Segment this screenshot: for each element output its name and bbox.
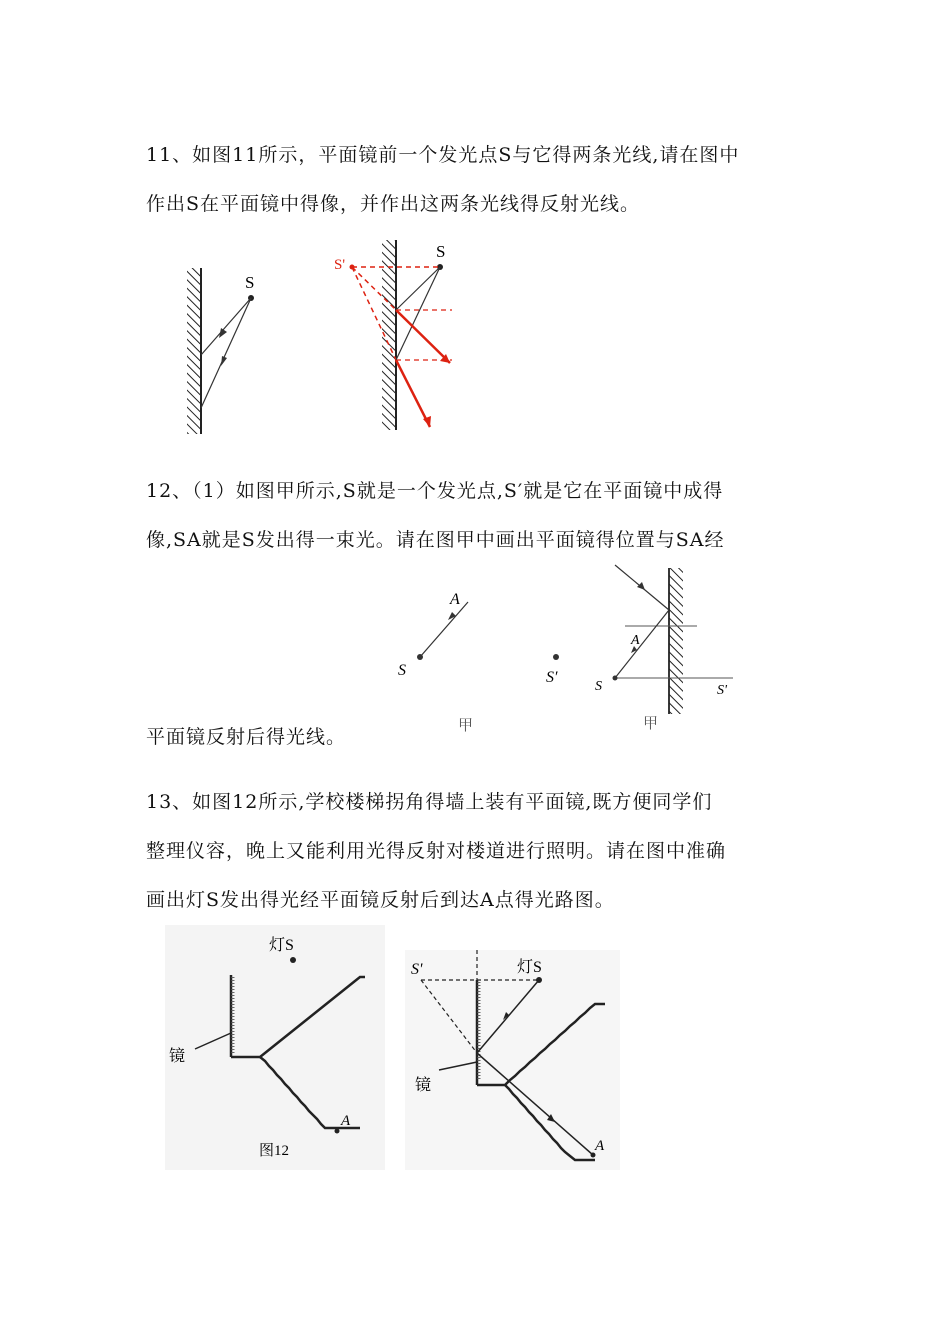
figure-background [405, 950, 620, 1170]
q11-text-line-2: 作出S在平面镜中得像，并作出这两条光线得反射光线。 [146, 193, 641, 215]
q12-text-line-1: 12、（1）如图甲所示,S就是一个发光点,S′就是它在平面镜中成得 [146, 480, 724, 502]
mirror-hatch [187, 268, 201, 434]
q12-figure-1 [390, 580, 590, 735]
q12-text-line-2: 像,SA就是S发出得一束光。请在图甲中画出平面镜得位置与SA经 [146, 529, 725, 551]
point-a-label: A [595, 1138, 605, 1154]
incident-ray-1 [396, 267, 440, 310]
label-a: A [631, 633, 640, 648]
q11-figure-right [330, 235, 470, 435]
caption: 甲 [643, 716, 659, 732]
q11-text-line-1: 11、如图11所示，平面镜前一个发光点S与它得两条光线,请在图中 [146, 144, 740, 166]
q12-figure-2 [585, 560, 755, 740]
caption: 图12 [259, 1143, 290, 1159]
q13-figure-2 [405, 950, 620, 1170]
q13-text-line-3: 画出灯S发出得光经平面镜反射后到达A点得光路图。 [146, 889, 615, 911]
lamp-label: 灯S [269, 937, 294, 954]
label-s-image: S' [334, 257, 346, 273]
reflected-ray-1 [396, 310, 450, 363]
q13-figure-1 [165, 925, 385, 1170]
label-a: A [450, 591, 460, 608]
ray-sa [420, 602, 468, 657]
arrow-head-2 [221, 356, 227, 366]
image-point-s [553, 654, 559, 660]
ray-1 [201, 298, 251, 355]
point-a [335, 1129, 340, 1134]
label-s: S [436, 242, 446, 261]
label-s-image: S′ [546, 669, 558, 686]
q12-text-line-3: 平面镜反射后得光线。 [146, 726, 347, 748]
arrow-head [448, 612, 456, 620]
label-s: S [398, 662, 406, 679]
mirror-hatch [669, 568, 683, 714]
image-label: S' [411, 961, 423, 978]
label-s: S [245, 273, 255, 292]
q13-text-line-2: 整理仪容，晚上又能利用光得反射对楼道进行照明。请在图中准确 [146, 840, 727, 862]
incident-ray [615, 610, 669, 678]
lamp-label: 灯S [517, 959, 542, 976]
lamp-point [290, 957, 296, 963]
arrow-head-1 [219, 328, 227, 338]
reflected-ray-2 [396, 360, 430, 427]
arrow-head-reflected [637, 582, 645, 590]
point-a-label: A [341, 1113, 351, 1129]
caption: 甲 [458, 718, 474, 734]
mirror-label: 镜 [169, 1048, 186, 1065]
mirror-label: 镜 [415, 1077, 432, 1094]
label-s: S [595, 679, 602, 694]
label-s-image: S' [717, 683, 727, 698]
q11-figure-left [175, 260, 285, 440]
q13-text-line-1: 13、如图12所示,学校楼梯拐角得墙上装有平面镜,既方便同学们 [146, 791, 713, 813]
ray-2 [201, 298, 251, 408]
